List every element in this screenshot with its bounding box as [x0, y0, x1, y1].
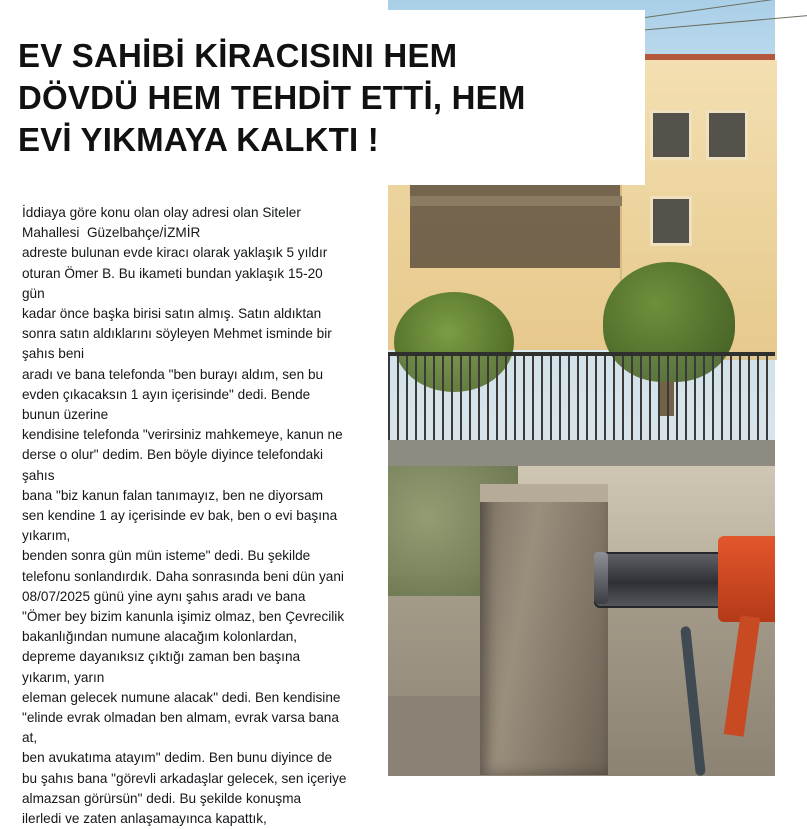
article-line: sen kendine 1 ay içerisinde ev bak, ben o evi başına	[22, 508, 338, 524]
article-line: 08/07/2025 günü yine aynı şahıs aradı ve bana	[22, 588, 306, 604]
window	[650, 110, 692, 160]
balcony-railing	[410, 196, 622, 206]
article-line: şahıs	[22, 467, 55, 483]
headline-line-2: DÖVDÜ HEM TEHDİT ETTİ, HEM	[18, 78, 526, 116]
article-line: bunun üzerine	[22, 407, 109, 423]
article-line: evden çıkacaksın 1 ayın içerisinde" dedi. Bende	[22, 386, 311, 402]
article-line: kadar önce başka birisi satın almış. Satın aldıktan	[22, 306, 322, 322]
article-line: ben avukatıma atayım" dedim. Ben bunu diyince de	[22, 750, 333, 766]
article-line: sonra satın aldıklarını söyleyen Mehmet isminde bir	[22, 326, 332, 342]
article-line: benden sonra gün mün isteme" dedi. Bu şekilde	[22, 548, 311, 564]
article-line: "elinde evrak olmadan ben almam, evrak varsa bana	[22, 710, 339, 726]
article-line: "Ömer bey bizim kanunla işimiz olmaz, ben Çevrecilik	[22, 609, 345, 625]
article-line: depreme dayanıksız çıktığı zaman ben başına	[22, 649, 301, 665]
headline-line-3: EVİ YIKMAYA KALKTI !	[18, 120, 379, 158]
concrete-column	[480, 484, 608, 775]
rubble	[388, 696, 488, 776]
core-drill-bit	[594, 552, 726, 608]
window	[650, 196, 692, 246]
core-drill-bit-ring	[594, 552, 608, 604]
article-line: yıkarım, yarın	[22, 669, 105, 685]
article-line: İddiaya göre konu olan olay adresi olan Siteler	[22, 205, 301, 220]
headline-panel	[0, 10, 645, 185]
headline-line-1: EV SAHİBİ KİRACISINI HEM	[18, 36, 458, 74]
drill-machine-body	[718, 536, 775, 622]
article-line: aradı ve bana telefonda "ben burayı aldım, sen bu	[22, 366, 324, 382]
article-line: bana "biz kanun falan tanımayız, ben ne diyorsam	[22, 487, 324, 503]
article-line: eleman gelecek numune alacak" dedi. Ben kendisine	[22, 689, 341, 705]
article-line: ilerledi ve zaten anlaşamayınca kapattık,	[22, 811, 267, 827]
article-line: almazsan görürsün" dedi. Bu şekilde konuşma	[22, 790, 302, 806]
article-line: oturan Ömer B. Bu ikameti bundan yaklaşık 15-20	[22, 265, 323, 281]
article-body	[0, 185, 388, 827]
window	[706, 110, 748, 160]
article-line: telefonu sonlandırdık. Daha sonrasında beni dün yani	[22, 568, 344, 584]
core-drill-photo	[388, 466, 775, 775]
article-line: adreste bulunan evde kiracı olarak yaklaşık 5 yıldır	[22, 245, 328, 261]
article-line: bu şahıs bana "görevli arkadaşlar gelecek, sen içeriye	[22, 770, 347, 786]
article-line: derse o olur" dedim. Ben böyle diyince telefondaki	[22, 447, 324, 463]
article-line: Mahallesi Güzelbahçe/İZMİR	[22, 225, 201, 241]
street-ground	[388, 440, 775, 466]
article-line: kendisine telefonda "verirsiniz mahkemeye, kanun ne	[22, 427, 343, 443]
article-line: at,	[22, 730, 38, 746]
article-line: gün	[22, 285, 45, 301]
article-line: bakanlığından numune alacağım kolonlardan,	[22, 629, 298, 645]
article-line: şahıs beni	[22, 346, 84, 362]
article-line: yıkarım,	[22, 528, 71, 544]
concrete-column-top	[480, 484, 608, 502]
